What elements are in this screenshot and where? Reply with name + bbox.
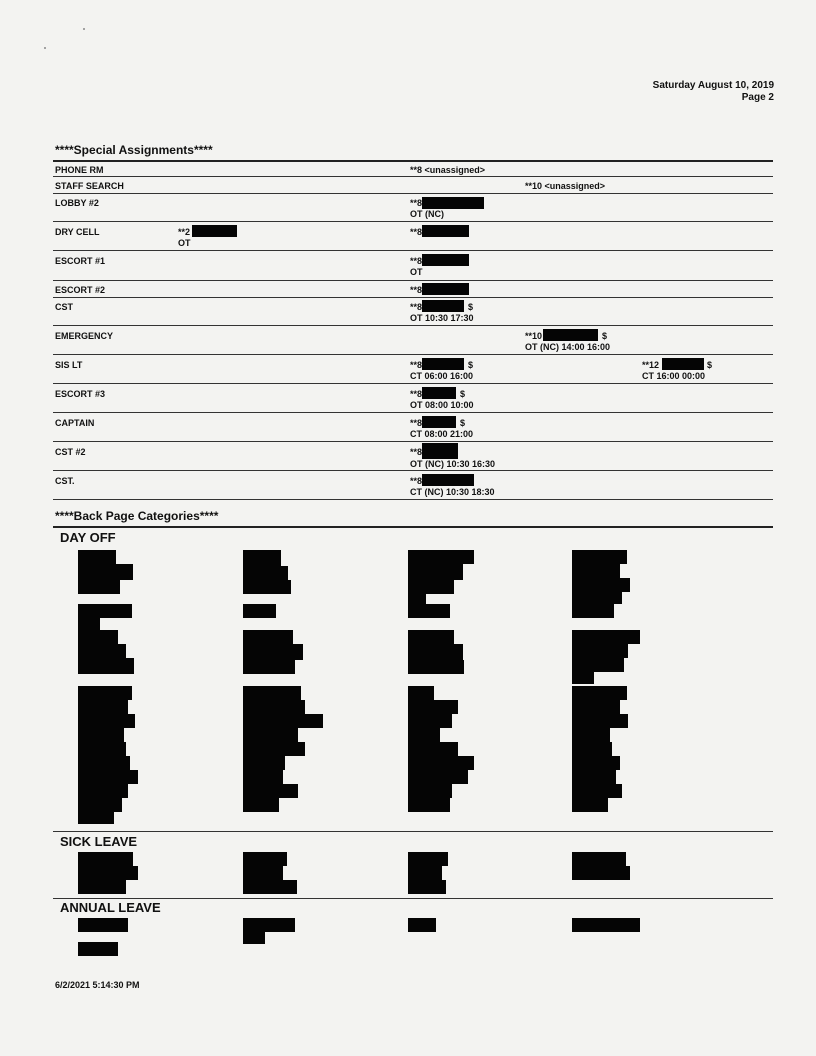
divider (53, 221, 773, 222)
assignment-shift: **8 (410, 302, 423, 312)
assignment-shift-detail: CT 16:00 00:00 (642, 371, 706, 381)
paid-marker: $ (602, 331, 608, 341)
assignment-shift: **8 (410, 389, 423, 399)
assignment-shift-detail: CT 06:00 16:00 (410, 371, 474, 381)
page-number: Page 2 (741, 92, 774, 103)
divider (53, 831, 773, 832)
redaction-box (422, 387, 456, 399)
redaction-box (408, 918, 436, 932)
redaction-box (408, 866, 442, 880)
redaction-box (78, 630, 118, 644)
redaction-box (78, 604, 132, 618)
assignment-shift: **2 (178, 227, 191, 237)
redaction-box (662, 358, 704, 370)
redaction-box (422, 225, 469, 237)
redaction-box (243, 566, 288, 580)
redaction-box (243, 770, 283, 784)
redaction-box (572, 672, 594, 684)
redaction-box (243, 550, 281, 566)
assignment-shift-detail: OT (410, 267, 423, 277)
redaction-box (408, 784, 452, 798)
redaction-box (243, 742, 305, 756)
redaction-box (408, 742, 458, 756)
scan-speck (44, 47, 46, 49)
redaction-box (572, 728, 610, 742)
redaction-box (422, 300, 464, 312)
redaction-box (78, 784, 128, 798)
redaction-box (572, 866, 630, 880)
paid-marker: $ (707, 360, 713, 370)
redaction-box (243, 700, 305, 714)
assignment-label: CST (55, 302, 73, 312)
redaction-box (572, 630, 640, 644)
redaction-box (572, 918, 640, 932)
assignment-shift-detail: OT 08:00 10:00 (410, 400, 474, 410)
assignment-label: ESCORT #2 (55, 285, 106, 295)
assignment-shift-detail: OT 10:30 17:30 (410, 313, 474, 323)
redaction-box (572, 564, 620, 578)
redaction-box (243, 798, 279, 812)
redaction-box (243, 644, 303, 660)
assignment-shift: **12 (642, 360, 660, 370)
assignment-shift: **8 (410, 418, 423, 428)
assignment-shift-detail: OT (NC) 10:30 16:30 (410, 459, 496, 469)
divider (53, 441, 773, 442)
redaction-box (422, 197, 484, 209)
divider (53, 383, 773, 384)
redaction-box (78, 918, 128, 932)
redaction-box (408, 594, 426, 604)
redaction-box (408, 798, 450, 812)
redaction-box (243, 630, 293, 644)
redaction-box (422, 474, 474, 486)
redaction-box (78, 866, 138, 880)
redaction-box (572, 550, 627, 564)
assignment-shift-detail: OT (178, 238, 191, 248)
redaction-box (572, 770, 616, 784)
redaction-box (408, 644, 463, 660)
redaction-box (572, 644, 628, 658)
redaction-box (408, 728, 440, 742)
redaction-box (408, 852, 448, 866)
redaction-box (572, 592, 622, 604)
redaction-box (78, 644, 126, 658)
redaction-box (572, 658, 624, 672)
redaction-box (243, 580, 291, 594)
redaction-box (78, 942, 118, 956)
redaction-box (78, 714, 135, 728)
divider (53, 160, 773, 162)
assignment-shift: **8 (410, 198, 423, 208)
redaction-box (78, 770, 138, 784)
redaction-box (243, 852, 287, 866)
redaction-box (78, 852, 133, 866)
redaction-box (422, 283, 469, 295)
assignment-label: LOBBY #2 (55, 198, 99, 208)
assignment-label: EMERGENCY (55, 331, 114, 341)
special-assignments-title: ****Special Assignments**** (55, 143, 213, 157)
redaction-box (408, 630, 454, 644)
redaction-box (78, 658, 134, 674)
assignment-label: STAFF SEARCH (55, 181, 124, 191)
redaction-box (572, 798, 608, 812)
assignment-shift: **8 (410, 447, 423, 457)
redaction-box (78, 550, 116, 564)
redaction-box (572, 700, 620, 714)
divider (53, 325, 773, 326)
assignment-shift: **8 (410, 360, 423, 370)
assignment-label: ESCORT #3 (55, 389, 106, 399)
redaction-box (572, 784, 622, 798)
redaction-box (572, 714, 628, 728)
assignment-label: CST. (55, 476, 75, 486)
assignment-label: SIS LT (55, 360, 83, 370)
redaction-box (192, 225, 237, 237)
assignment-shift-detail: CT 08:00 21:00 (410, 429, 474, 439)
paid-marker: $ (460, 418, 466, 428)
print-timestamp: 6/2/2021 5:14:30 PM (55, 980, 140, 990)
assignment-shift-detail: CT (NC) 10:30 18:30 (410, 487, 495, 497)
redaction-box (408, 880, 446, 894)
divider (53, 280, 773, 281)
redaction-box (78, 756, 130, 770)
divider (53, 499, 773, 500)
redaction-box (422, 358, 464, 370)
redaction-box (243, 784, 298, 798)
redaction-box (78, 686, 132, 700)
redaction-box (243, 660, 295, 674)
divider (53, 297, 773, 298)
redaction-box (572, 742, 612, 756)
assignment-shift: **8 (410, 476, 423, 486)
back-page-title: ****Back Page Categories**** (55, 509, 219, 523)
redaction-box (422, 416, 456, 428)
redaction-box (243, 918, 295, 932)
paid-marker: $ (468, 302, 474, 312)
redaction-box (572, 756, 620, 770)
report-header (653, 80, 774, 104)
redaction-box (572, 852, 626, 866)
divider (53, 250, 773, 251)
divider (53, 176, 773, 177)
divider (53, 354, 773, 355)
assignment-shift: **10 (525, 331, 543, 341)
redaction-box (243, 728, 298, 742)
redaction-box (422, 443, 458, 459)
paid-marker: $ (468, 360, 474, 370)
assignment-shift: **8 <unassigned> (410, 165, 486, 175)
divider (53, 193, 773, 194)
redaction-box (78, 564, 133, 580)
divider (53, 898, 773, 899)
assignment-label: CAPTAIN (55, 418, 95, 428)
redaction-box (408, 550, 474, 564)
assignment-shift: **8 (410, 285, 423, 295)
assignment-label: ESCORT #1 (55, 256, 106, 266)
redaction-box (408, 714, 452, 728)
redaction-box (78, 798, 122, 812)
paid-marker: $ (460, 389, 466, 399)
assignment-shift-detail: OT (NC) (410, 209, 444, 219)
redaction-box (543, 329, 598, 341)
redaction-box (408, 770, 468, 784)
redaction-box (572, 686, 627, 700)
redaction-box (408, 660, 464, 674)
redaction-box (243, 714, 323, 728)
redaction-box (408, 700, 458, 714)
redaction-box (78, 812, 114, 824)
assignment-label: CST #2 (55, 447, 86, 457)
divider (53, 470, 773, 471)
redaction-box (78, 618, 100, 630)
redaction-box (243, 756, 285, 770)
category-day-off: DAY OFF (60, 530, 116, 545)
scan-speck (83, 28, 85, 30)
assignment-shift-detail: OT (NC) 14:00 16:00 (525, 342, 611, 352)
assignment-shift: **8 (410, 256, 423, 266)
redaction-box (78, 580, 120, 594)
redaction-box (408, 604, 450, 618)
divider (53, 526, 773, 528)
category-annual-leave: ANNUAL LEAVE (60, 900, 161, 915)
redaction-box (243, 932, 265, 944)
redaction-box (572, 604, 614, 618)
redaction-box (422, 254, 469, 266)
report-date: Saturday August 10, 2019 (652, 80, 774, 91)
redaction-box (572, 578, 630, 592)
redaction-box (408, 756, 474, 770)
redaction-box (78, 728, 124, 742)
redaction-box (243, 686, 301, 700)
redaction-box (78, 880, 126, 894)
assignment-shift: **8 (410, 227, 423, 237)
redaction-box (408, 686, 434, 700)
category-sick-leave: SICK LEAVE (60, 834, 138, 849)
redaction-box (243, 604, 276, 618)
assignment-label: DRY CELL (55, 227, 100, 237)
redaction-box (78, 742, 126, 756)
redaction-box (408, 564, 463, 580)
redaction-box (243, 866, 283, 880)
redaction-box (243, 880, 297, 894)
redaction-box (78, 700, 128, 714)
assignment-shift: **10 <unassigned> (525, 181, 606, 191)
assignment-label: PHONE RM (55, 165, 104, 175)
divider (53, 412, 773, 413)
redaction-box (408, 580, 454, 594)
